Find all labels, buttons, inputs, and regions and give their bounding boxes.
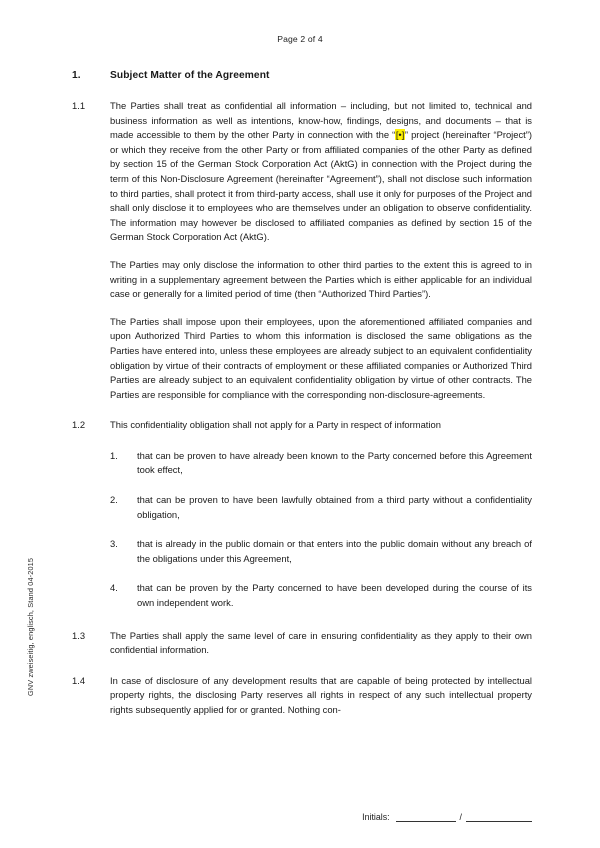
list-item-text: that can be proven to have been lawfully obtained from a third party without a confidentiality obligation,: [137, 494, 532, 520]
section-title-text: Subject Matter of the Agreement: [110, 70, 270, 81]
exceptions-list: [110, 449, 532, 611]
placeholder-highlight[interactable]: [•]: [395, 129, 405, 141]
clause-number: 1.3: [72, 629, 86, 641]
list-item: [110, 449, 532, 478]
list-item: [110, 581, 532, 610]
list-item-text: that is already in the public domain or that enters into the public domain without any breach of the obligations under this Agreement,: [137, 538, 532, 564]
list-item-marker: 2.: [110, 494, 118, 506]
clause-1-4: [72, 674, 532, 718]
initials-label: Initials:: [362, 812, 390, 822]
clause-body: [110, 674, 532, 718]
clause-lead-text: This confidentiality obligation shall not apply for a Party in respect of information: [110, 419, 441, 431]
clause-number: 1.1: [72, 100, 86, 111]
list-item-marker: 1.: [110, 449, 118, 461]
document-body: [72, 70, 532, 730]
page-header: Page 2 of 4: [277, 34, 323, 44]
initials-field-party-a[interactable]: [396, 812, 456, 822]
section-heading: [72, 70, 532, 81]
clause-paragraph: The Parties shall apply the same level of care in ensuring confidentiality as they apply to their own confidential information.: [110, 629, 532, 656]
list-item-marker: 4.: [110, 582, 118, 594]
paragraph-text-after-placeholder: ” project (hereinafter “Project”) or which they receive from the other Party or from affiliated companies of the other Party as defined by section 15 of the German Stock Corporation Act (AktG) in connection with the Project during the term of this Non-Disclosure Agreement (hereinafter “Agreement”), shall not disclose such information to third parties, shall protect it from third-party access, shall use it only for purposes of the Project and shall only disclose it to employees who are themselves under an obligation to observe confidentiality. The information may however be disclosed to affiliated companies as defined by section 15 of the German Stock Corporation Act (AktG).: [110, 129, 533, 243]
clause-1-2: [72, 418, 532, 612]
initials-field-party-b[interactable]: [466, 812, 532, 822]
list-item-text: that can be proven by the Party concerned to have been developed during the course of its own independent work.: [137, 582, 532, 609]
page-footer: [0, 812, 600, 822]
list-item: [110, 537, 532, 566]
paragraph-text-before-placeholder: The Parties shall treat as confidential all information – including, but not limited to, technical and business information as well as intentions, know-how, findings, designs, and documents – that is made accessible to them by the other Party in connection with the “: [110, 100, 532, 141]
clause-body: [110, 99, 532, 402]
clause-paragraph: The Parties shall impose upon their employees, upon the aforementioned affiliated companies and upon Authorized Third Parties to whom this information is disclosed the same obligations as the Parties have entered into, unless these employees are already subject to an equivalent confidentiality obligation by virtue of their contracts of employment or these affiliated companies or Authorized Third Parties are already subject to an equivalent confidentiality obligation by virtue of other contracts. The Parties are responsible for compliance with the corresponding non-disclosure-agreements.: [110, 315, 532, 400]
clause-paragraph: [110, 99, 532, 245]
margin-revision-stamp: GNV zweiseitig, englisch, Stand 04-2015: [26, 557, 35, 696]
list-item-marker: 3.: [110, 538, 118, 550]
clause-1-3: [72, 629, 532, 658]
clause-number: 1.2: [72, 419, 86, 431]
initials-separator: /: [459, 812, 462, 822]
clause-paragraph: The Parties may only disclose the information to other third parties to the extent this is agreed to in writing in a supplementary agreement between the Parties which is either applicable for an individual case or generally for a limited period of time (then “Authorized Third Parties”).: [110, 258, 532, 300]
clause-number: 1.4: [72, 674, 86, 686]
section-number: 1.: [72, 70, 81, 81]
clause-paragraph: In case of disclosure of any development results that are capable of being protected by intellectual property rights, the disclosing Party reserves all rights in respect of any such intellectual property rights subsequently applied for or granted. Nothing con-: [110, 674, 532, 715]
clause-body: [110, 629, 532, 658]
clause-1-1: [72, 99, 532, 402]
list-item: [110, 493, 532, 522]
clause-body: [110, 418, 532, 612]
list-item-text: that can be proven to have already been known to the Party concerned before this Agreement took effect,: [137, 449, 532, 476]
